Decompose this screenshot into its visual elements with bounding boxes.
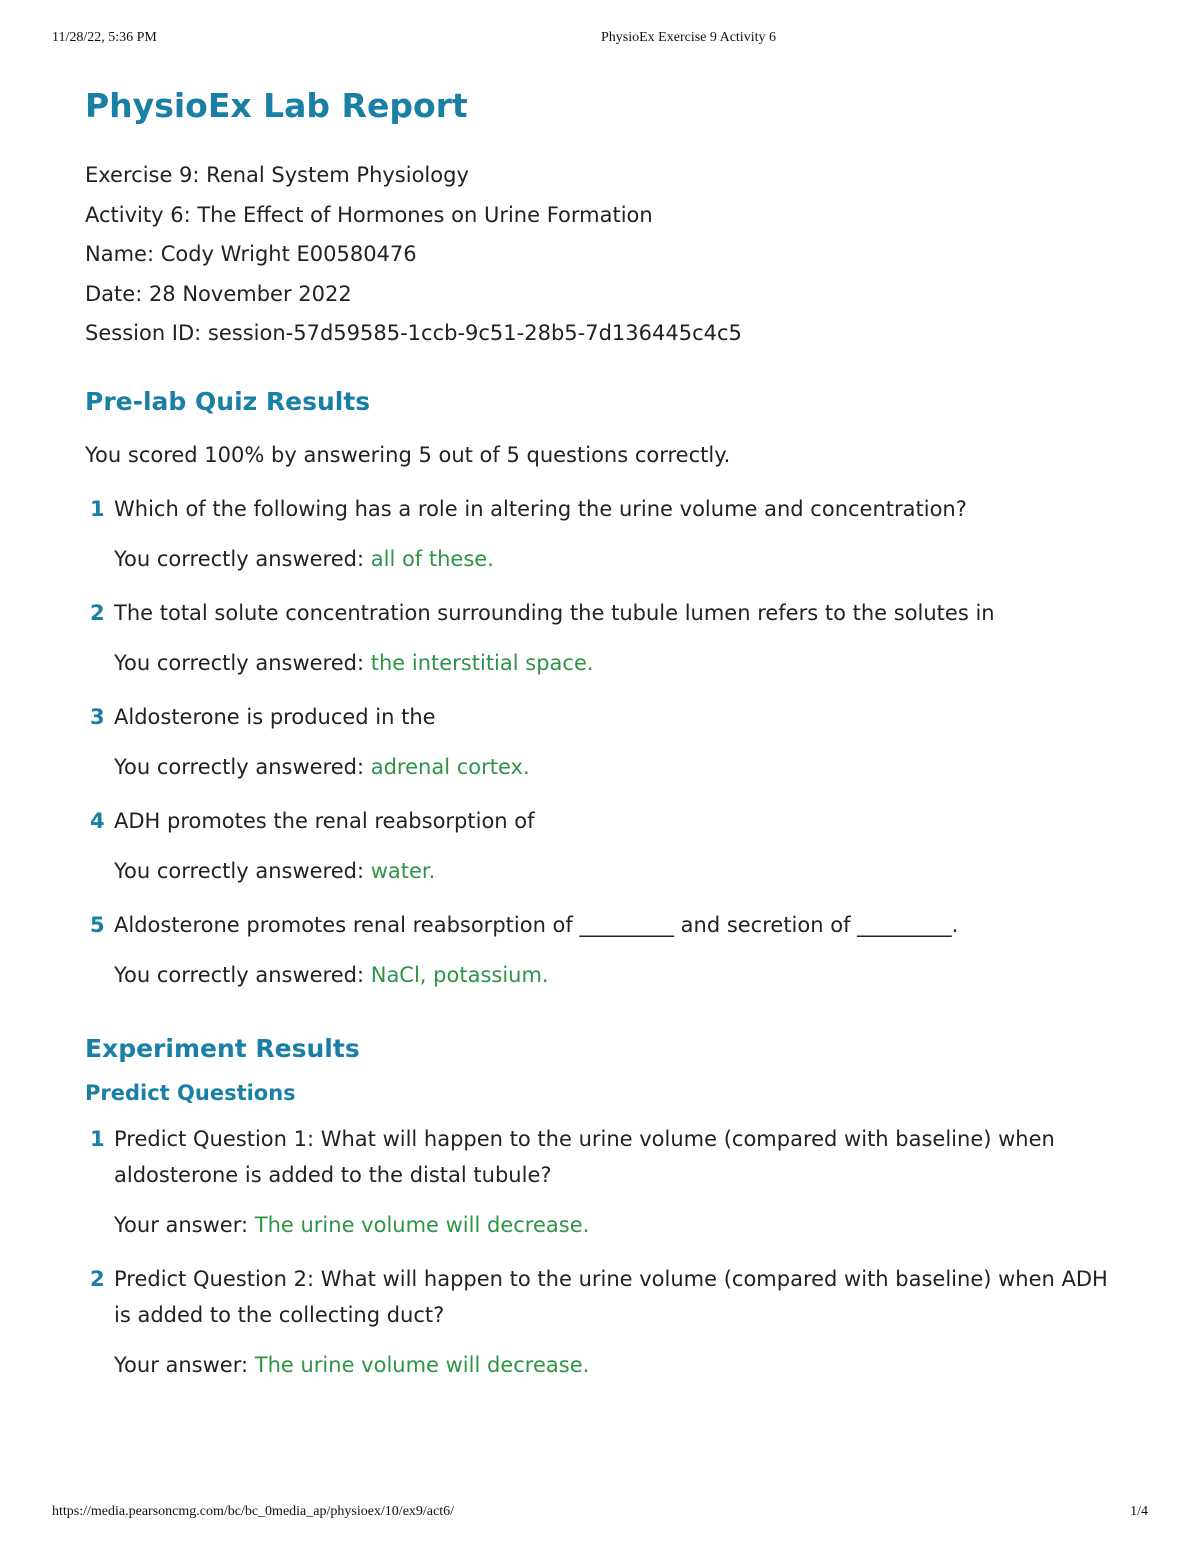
experiment-heading: Experiment Results — [85, 1033, 360, 1063]
question-number: 2 — [90, 600, 105, 625]
page-number: 1/4 — [1130, 1504, 1148, 1519]
answer-value: adrenal cortex. — [370, 754, 530, 779]
question-answer — [114, 961, 1115, 989]
print-document-title: PhysioEx Exercise 9 Activity 6 — [601, 30, 776, 45]
page-url: https://media.pearsoncmg.com/bc/bc_0media_ap/physioex/10/ex9/act6/ — [52, 1504, 455, 1519]
answer-prefix: You correctly answered: — [114, 650, 371, 675]
question-text: Aldosterone is produced in the — [114, 704, 436, 729]
activity-line: Activity 6: The Effect of Hormones on Urine Formation — [85, 202, 653, 227]
session-line: Session ID: session-57d59585-1ccb-9c51-28b5-7d136445c4c5 — [85, 321, 742, 346]
print-footer — [0, 1504, 1200, 1524]
prelab-question-3 — [85, 699, 1115, 781]
prelab-question-4 — [85, 803, 1115, 885]
answer-value: water. — [370, 858, 436, 883]
predict-question-2 — [85, 1261, 1115, 1379]
prelab-question-2 — [85, 595, 1115, 677]
question-number: 2 — [90, 1266, 105, 1291]
question-number: 3 — [90, 704, 105, 729]
prelab-heading: Pre-lab Quiz Results — [85, 386, 371, 416]
prelab-score: You scored 100% by answering 5 out of 5 questions correctly. — [85, 442, 731, 467]
answer-value: The urine volume will decrease. — [254, 1352, 590, 1377]
question-text: Predict Question 1: What will happen to the urine volume (compared with baseline) when aldosterone is added to the distal tubule? — [114, 1126, 1055, 1187]
answer-prefix: Your answer: — [114, 1212, 255, 1237]
report-title: PhysioEx Lab Report — [85, 86, 468, 125]
answer-value: all of these. — [370, 546, 494, 571]
name-line: Name: Cody Wright E00580476 — [85, 242, 417, 267]
question-text: The total solute concentration surrounding the tubule lumen refers to the solutes in — [114, 600, 995, 625]
answer-prefix: You correctly answered: — [114, 754, 371, 779]
question-answer — [114, 1351, 1115, 1379]
question-answer — [114, 545, 1115, 573]
prelab-question-5 — [85, 907, 1115, 989]
question-answer — [114, 753, 1115, 781]
question-answer — [114, 1211, 1115, 1239]
answer-value: the interstitial space. — [370, 650, 594, 675]
answer-prefix: You correctly answered: — [114, 962, 371, 987]
answer-prefix: You correctly answered: — [114, 546, 371, 571]
question-answer — [114, 857, 1115, 885]
question-number: 1 — [90, 1126, 105, 1151]
prelab-question-1 — [85, 491, 1115, 573]
question-number: 1 — [90, 496, 105, 521]
predict-question-1 — [85, 1121, 1115, 1239]
question-text: ADH promotes the renal reabsorption of — [114, 808, 535, 833]
question-text: Which of the following has a role in altering the urine volume and concentration? — [114, 496, 967, 521]
exercise-line: Exercise 9: Renal System Physiology — [85, 163, 469, 187]
date-line: Date: 28 November 2022 — [85, 281, 352, 306]
question-answer — [114, 649, 1115, 677]
question-number: 4 — [90, 808, 105, 833]
answer-prefix: You correctly answered: — [114, 858, 371, 883]
question-text: Predict Question 2: What will happen to the urine volume (compared with baseline) when ADH is added to the collecting duct? — [114, 1266, 1108, 1327]
answer-value: The urine volume will decrease. — [254, 1212, 590, 1237]
print-timestamp: 11/28/22, 5:36 PM — [52, 30, 157, 45]
predict-heading: Predict Questions — [85, 1080, 296, 1105]
answer-prefix: Your answer: — [114, 1352, 255, 1377]
report-content — [85, 84, 1115, 1379]
print-header — [0, 30, 1200, 50]
question-text: Aldosterone promotes renal reabsorption of _________ and secretion of _________. — [114, 912, 959, 937]
answer-value: NaCl, potassium. — [370, 962, 549, 987]
report-meta — [85, 156, 1115, 354]
question-number: 5 — [90, 912, 105, 937]
